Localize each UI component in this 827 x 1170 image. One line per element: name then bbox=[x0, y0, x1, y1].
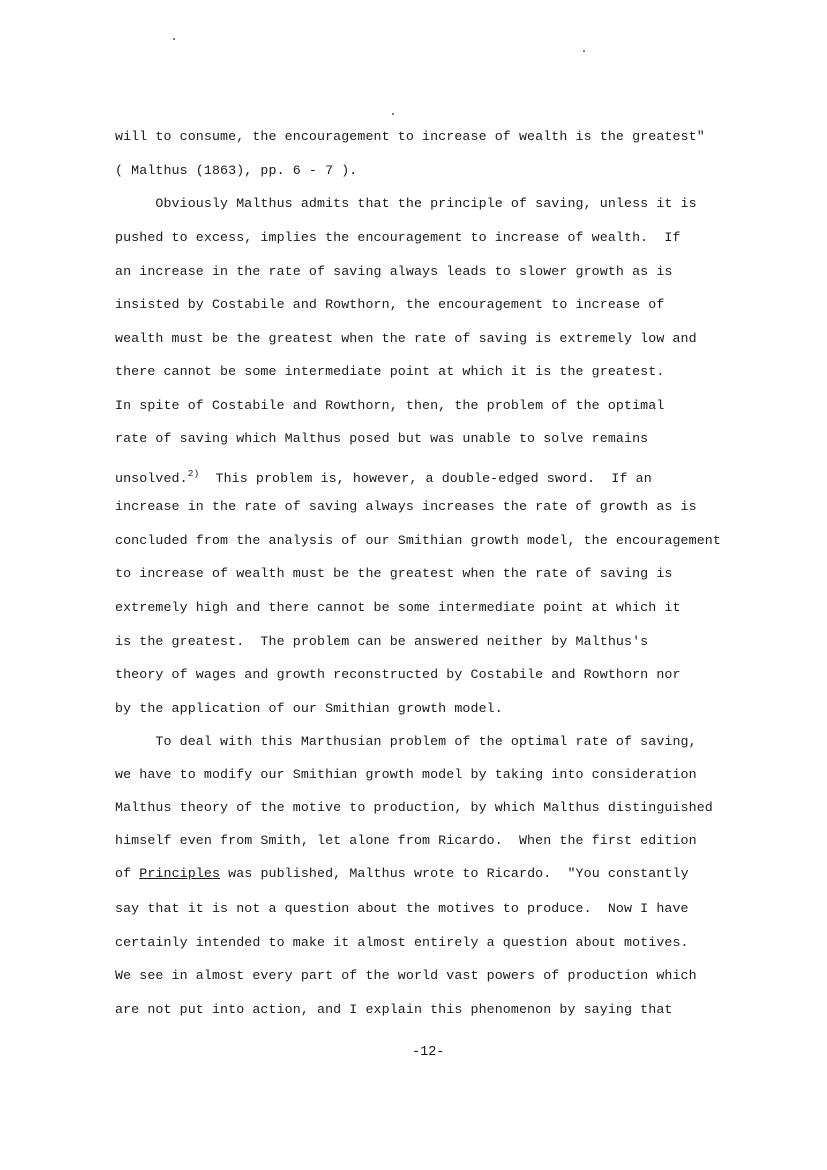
text-line: an increase in the rate of saving always leads to slower growth as is bbox=[115, 264, 673, 279]
text-line: concluded from the analysis of our Smithian growth model, the encouragement bbox=[115, 533, 721, 548]
text-line: We see in almost every part of the world vast powers of production which bbox=[115, 968, 697, 983]
text-line: to increase of wealth must be the greatest when the rate of saving is bbox=[115, 566, 673, 581]
text-line: wealth must be the greatest when the rate of saving is extremely low and bbox=[115, 331, 697, 346]
text-line: extremely high and there cannot be some intermediate point at which it bbox=[115, 600, 681, 615]
text-line: will to consume, the encouragement to increase of wealth is the greatest" bbox=[115, 129, 705, 144]
text-line: theory of wages and growth reconstructed by Costabile and Rowthorn nor bbox=[115, 667, 681, 682]
text-line: ( Malthus (1863), pp. 6 - 7 ). bbox=[115, 163, 358, 178]
scan-speck bbox=[392, 113, 394, 115]
text-line: increase in the rate of saving always increases the rate of growth as is bbox=[115, 499, 697, 514]
page-number: -12- bbox=[412, 1045, 445, 1060]
text-fragment: unsolved. bbox=[115, 471, 188, 486]
text-line: we have to modify our Smithian growth model by taking into consideration bbox=[115, 767, 697, 782]
scan-speck bbox=[173, 38, 175, 40]
text-line: by the application of our Smithian growth model. bbox=[115, 701, 503, 716]
book-title: Principles bbox=[139, 866, 221, 881]
scan-speck bbox=[583, 50, 585, 52]
text-line bbox=[115, 466, 652, 487]
text-line: are not put into action, and I explain this phenomenon by saying that bbox=[115, 1002, 673, 1017]
text-fragment: was published, Malthus wrote to Ricardo. "You constantly bbox=[220, 866, 689, 881]
text-line: pushed to excess, implies the encouragement to increase of wealth. If bbox=[115, 230, 681, 245]
text-line: himself even from Smith, let alone from Ricardo. When the first edition bbox=[115, 833, 697, 848]
text-line: insisted by Costabile and Rowthorn, the encouragement to increase of bbox=[115, 297, 665, 312]
text-line: certainly intended to make it almost entirely a question about motives. bbox=[115, 935, 689, 950]
text-line: say that it is not a question about the motives to produce. Now I have bbox=[115, 901, 689, 916]
text-fragment: of bbox=[115, 866, 140, 881]
text-line: Malthus theory of the motive to production, by which Malthus distinguished bbox=[115, 800, 713, 815]
text-line: In spite of Costabile and Rowthorn, then, the problem of the optimal bbox=[115, 398, 665, 413]
text-line bbox=[115, 866, 689, 882]
text-fragment: This problem is, however, a double-edged sword. If an bbox=[199, 471, 652, 486]
text-line: To deal with this Marthusian problem of the optimal rate of saving, bbox=[115, 734, 697, 749]
text-line: rate of saving which Malthus posed but was unable to solve remains bbox=[115, 431, 649, 446]
text-line: is the greatest. The problem can be answered neither by Malthus's bbox=[115, 634, 649, 649]
text-line: Obviously Malthus admits that the principle of saving, unless it is bbox=[115, 196, 697, 211]
text-line: there cannot be some intermediate point at which it is the greatest. bbox=[115, 364, 665, 379]
footnote-marker: 2) bbox=[187, 468, 200, 479]
